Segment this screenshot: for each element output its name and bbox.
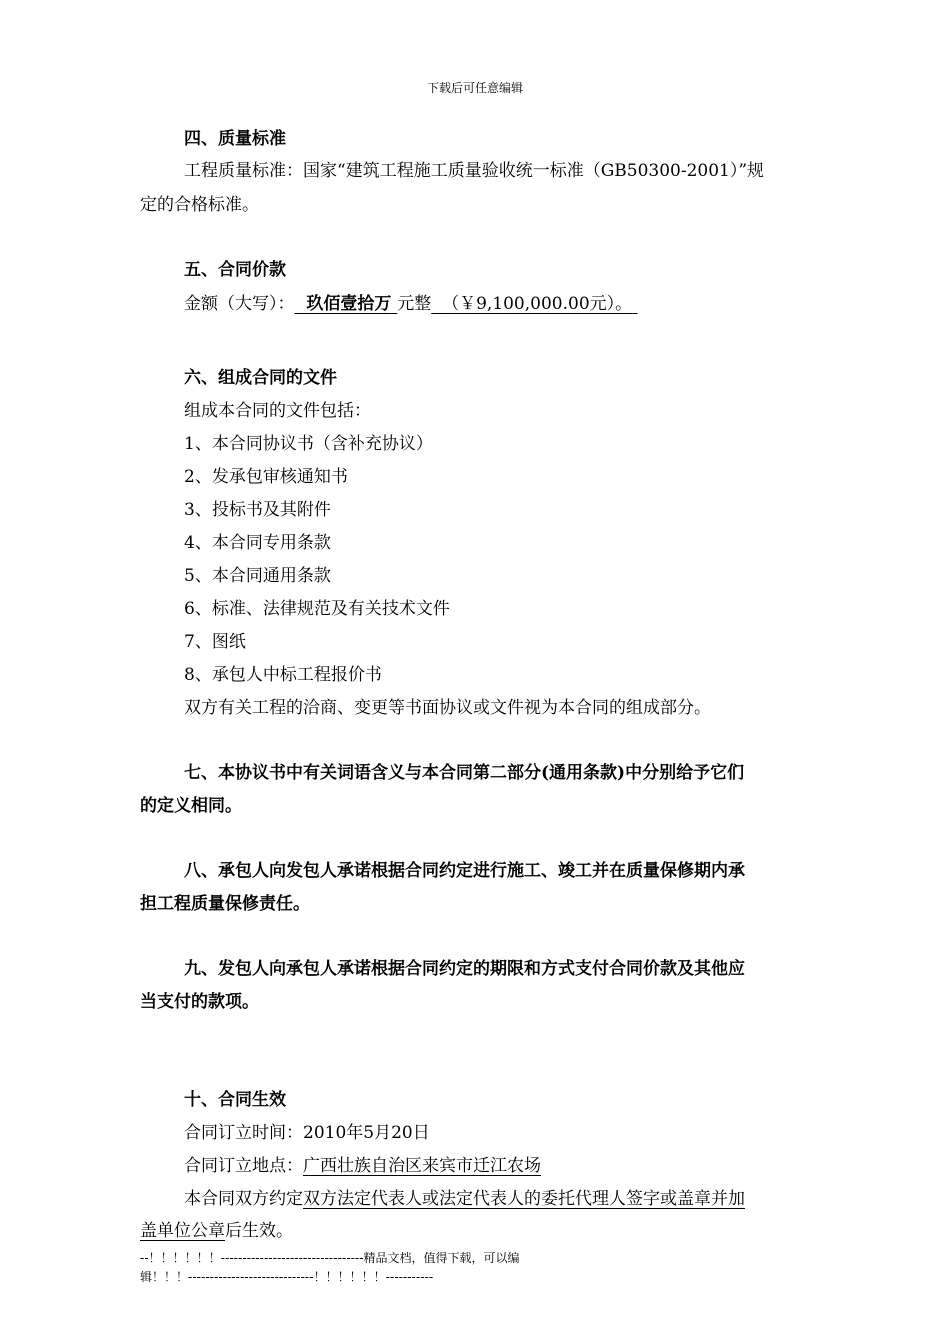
place-label: 合同订立地点：: [184, 1156, 303, 1176]
page-header: 下载后可任意编辑: [426, 81, 523, 95]
list-item: 5、本合同通用条款: [184, 566, 331, 586]
section-6-title: 六、组成合同的文件: [184, 368, 337, 388]
effect-line1: [184, 1187, 745, 1211]
section-7-line1: 七、本协议书中有关词语含义与本合同第二部分(通用条款)中分别给予它们: [184, 763, 745, 783]
effect-line2: [140, 1219, 293, 1243]
section-7-line2: 的定义相同。: [140, 796, 242, 816]
section-5-title: 五、合同价款: [184, 260, 286, 280]
list-item: 8、承包人中标工程报价书: [184, 665, 382, 685]
effect-condition: 双方法定代表人或法定代表人的委托代理人签字或盖章并加: [303, 1189, 745, 1209]
contract-place-line: [184, 1154, 541, 1178]
amount-unit: 元整: [397, 294, 432, 314]
list-item: 1、本合同协议书（含补充协议）: [184, 434, 433, 454]
amount-words: 玖佰壹拾万: [306, 294, 392, 314]
section-8-line1: 八、承包人向发包人承诺根据合同约定进行施工、竣工并在质量保修期内承: [184, 861, 745, 881]
list-item: 2、发承包审核通知书: [184, 467, 348, 487]
contract-date: 合同订立时间：2010年5月20日: [184, 1123, 430, 1143]
footer-line1: --！！！！！！---------------------------------精品文档，值得下载，可以编: [140, 1251, 520, 1265]
amount-label: 金额（大写）：: [184, 294, 295, 314]
section-4-line2: 定的合格标准。: [140, 195, 259, 215]
section-6-closing: 双方有关工程的洽商、变更等书面协议或文件视为本合同的组成部分。: [184, 698, 711, 718]
amount-number: （￥9,100,000.00元）。: [442, 294, 633, 314]
footer-line2: 辑！！！-----------------------------！！！！！！-----------: [140, 1270, 434, 1284]
section-9-line2: 当支付的款项。: [140, 992, 259, 1012]
list-item: 4、本合同专用条款: [184, 533, 331, 553]
section-10-title: 十、合同生效: [184, 1090, 286, 1110]
list-item: 3、投标书及其附件: [184, 500, 331, 520]
section-5-amount-line: [184, 292, 638, 316]
section-8-line2: 担工程质量保修责任。: [140, 894, 310, 914]
list-item: 6、标准、法律规范及有关技术文件: [184, 599, 450, 619]
effect-condition-cont: 盖单位公章: [140, 1221, 225, 1241]
section-4-title: 四、质量标准: [184, 129, 286, 149]
contract-place: 广西壮族自治区来宾市迁江农场: [303, 1156, 541, 1176]
list-item: 7、图纸: [184, 632, 246, 652]
section-6-intro: 组成本合同的文件包括：: [184, 401, 371, 421]
section-9-line1: 九、发包人向承包人承诺根据合同约定的期限和方式支付合同价款及其他应: [184, 959, 745, 979]
section-4-line1: 工程质量标准：国家“建筑工程施工质量验收统一标准（GB50300-2001）”规: [184, 161, 765, 181]
effect-prefix: 本合同双方约定: [184, 1189, 303, 1209]
effect-suffix: 后生效。: [225, 1221, 293, 1241]
